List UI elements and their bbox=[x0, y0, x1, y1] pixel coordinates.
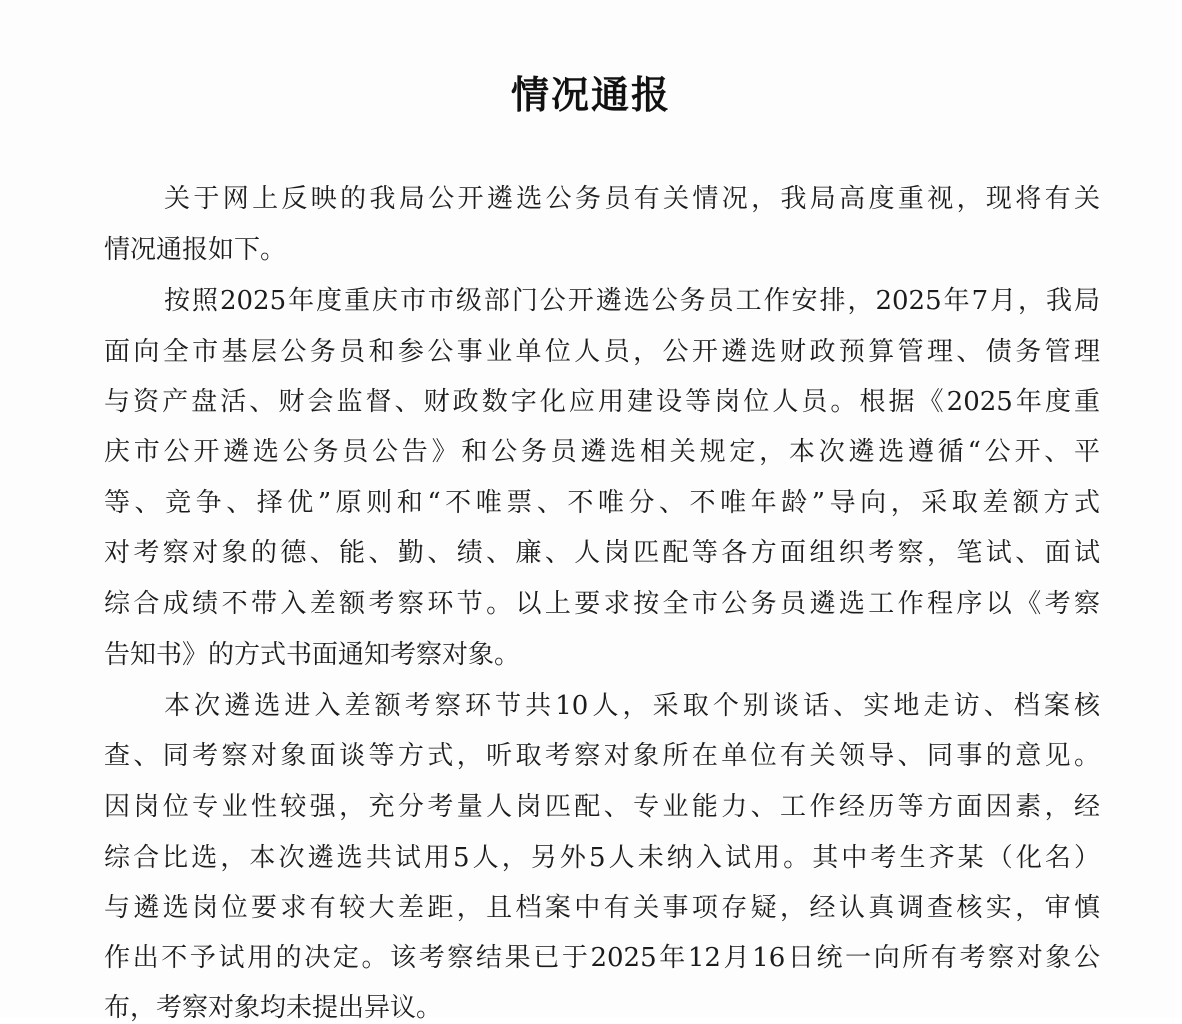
paragraph-line: 综合比选，本次遴选共试用5人，另外5人未纳入试用。其中考生齐某（化名） bbox=[104, 843, 1100, 873]
paragraph-line: 与遴选岗位要求有较大差距，且档案中有关事项存疑，经认真调查核实，审慎 bbox=[104, 893, 1100, 923]
paragraph-line: 对考察对象的德、能、勤、绩、廉、人岗匹配等各方面组织考察，笔试、面试 bbox=[104, 538, 1100, 568]
paragraph-line: 面向全市基层公务员和参公事业单位人员，公开遴选财政预算管理、债务管理 bbox=[104, 337, 1100, 367]
paragraph-line: 查、同考察对象面谈等方式，听取考察对象所在单位有关领导、同事的意见。 bbox=[104, 741, 1100, 771]
paragraph-line: 关于网上反映的我局公开遴选公务员有关情况，我局高度重视，现将有关 bbox=[164, 184, 1100, 214]
paragraph-line: 布，考察对象均未提出异议。 bbox=[104, 993, 443, 1023]
paragraph-line: 按照2025年度重庆市市级部门公开遴选公务员工作安排，2025年7月，我局 bbox=[164, 286, 1100, 316]
paragraph-line: 庆市公开遴选公务员公告》和公务员遴选相关规定，本次遴选遵循“公开、平 bbox=[104, 437, 1100, 467]
paragraph-line: 作出不予试用的决定。该考察结果已于2025年12月16日统一向所有考察对象公 bbox=[104, 943, 1100, 973]
paragraph-line: 告知书》的方式书面通知考察对象。 bbox=[104, 640, 521, 670]
paragraph-line: 综合成绩不带入差额考察环节。以上要求按全市公务员遴选工作程序以《考察 bbox=[104, 589, 1100, 619]
paragraph-line: 与资产盘活、财会监督、财政数字化应用建设等岗位人员。根据《2025年度重 bbox=[104, 387, 1100, 417]
paragraph-line: 因岗位专业性较强，充分考量人岗匹配、专业能力、工作经历等方面因素，经 bbox=[104, 792, 1100, 822]
paragraph-line: 本次遴选进入差额考察环节共10人，采取个别谈话、实地走访、档案核 bbox=[164, 691, 1100, 721]
paragraph-line: 等、竞争、择优”原则和“不唯票、不唯分、不唯年龄”导向，采取差额方式 bbox=[104, 488, 1100, 518]
document-title: 情况通报 bbox=[510, 73, 671, 117]
paragraph-line: 情况通报如下。 bbox=[104, 235, 287, 265]
